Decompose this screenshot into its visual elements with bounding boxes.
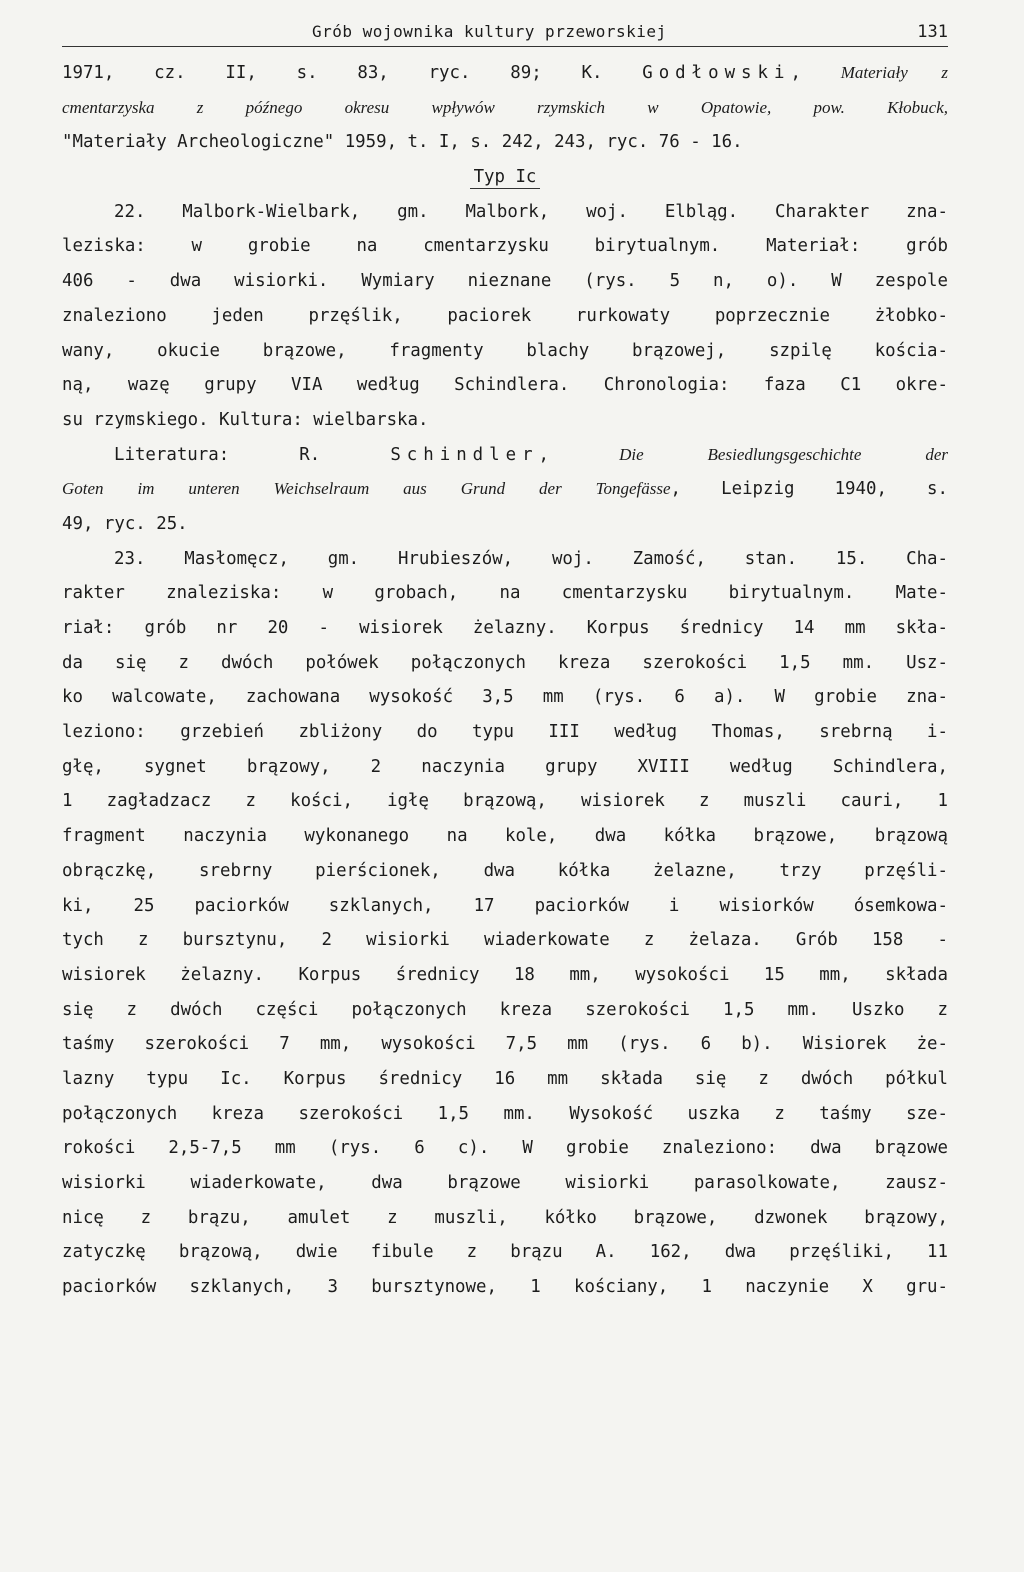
text-line — [62, 472, 948, 507]
text-span: Literatura: R. — [114, 444, 391, 465]
text-line: da się z dwóch połówek połączonych kreza szerokości 1,5 mm. Usz- — [62, 652, 948, 673]
text-line: 1 zagładzacz z kości, igłę brązową, wisiorek z muszli cauri, 1 — [62, 791, 948, 812]
body-text — [62, 56, 948, 1305]
running-title: Grób wojownika kultury przeworskiej — [312, 22, 667, 41]
text-line: wany, okucie brązowe, fragmenty blachy brązowej, szpilę kościa- — [62, 340, 948, 361]
text-line: "Materiały Archeologiczne" 1959, t. I, s. 242, 243, ryc. 76 - 16. — [62, 132, 743, 153]
text-span: , Leipzig 1940, s. — [670, 479, 948, 500]
text-line — [62, 56, 948, 91]
text-line: leziono: grzebień zbliżony do typu III według Thomas, srebrną i- — [62, 722, 948, 743]
author-name: Godłowski — [642, 63, 791, 83]
entry-start: 22. Malbork-Wielbark, gm. Malbork, woj. Elbląg. Charakter zna- — [114, 201, 948, 222]
italic-title: Goten im unteren Weichselraum aus Grund der Tongefässe — [62, 479, 671, 499]
text-line: wisiorek żelazny. Korpus średnicy 18 mm, wysokości 15 mm, składa — [62, 964, 948, 985]
italic-title: Die Besiedlungsgeschichte der — [619, 444, 948, 464]
text-line: ki, 25 paciorków szklanych, 17 paciorków i wisiorków ósemkowa- — [62, 895, 948, 916]
text-line: zatyczkę brązową, dwie fibule z brązu A. 162, dwa przęśliki, 11 — [62, 1242, 948, 1263]
text-line: paciorków szklanych, 3 bursztynowe, 1 kościany, 1 naczynie X gru- — [62, 1277, 948, 1298]
text-line-italic: cmentarzyska z późnego okresu wpływów rzymskich w Opatowie, pow. Kłobuck, — [62, 97, 948, 117]
text-line: głę, sygnet brązowy, 2 naczynia grupy XVIII według Schindlera, — [62, 756, 948, 777]
page-number: 131 — [917, 22, 948, 42]
text-line: połączonych kreza szerokości 1,5 mm. Wysokość uszka z taśmy sze- — [62, 1103, 948, 1124]
text-line: tych z bursztynu, 2 wisiorki wiaderkowate z żelaza. Grób 158 - — [62, 930, 948, 951]
text-line: rokości 2,5-7,5 mm (rys. 6 c). W grobie znaleziono: dwa brązowe — [62, 1138, 948, 1159]
text-span: 1971, cz. II, s. 83, ryc. 89; K. — [62, 63, 643, 83]
text-line: su rzymskiego. Kultura: wielbarska. — [62, 409, 429, 430]
section-heading — [62, 160, 948, 195]
text-line: ną, wazę grupy VIA według Schindlera. Chronologia: faza C1 okre- — [62, 375, 948, 396]
text-line: fragment naczynia wykonanego na kole, dwa kółka brązowe, brązową — [62, 826, 948, 847]
literature-line — [62, 438, 948, 473]
text-line: obrączkę, srebrny pierścionek, dwa kółka żelazne, trzy przęśli- — [62, 860, 948, 881]
text-line: leziska: w grobie na cmentarzysku birytualnym. Materiał: grób — [62, 236, 948, 257]
text-line: riał: grób nr 20 - wisiorek żelazny. Korpus średnicy 14 mm skła- — [62, 618, 948, 638]
text-span: , — [538, 444, 620, 465]
text-line: rakter znaleziska: w grobach, na cmentarzysku birytualnym. Mate- — [62, 583, 948, 604]
author-name: Schindler — [390, 444, 539, 465]
text-line: taśmy szerokości 7 mm, wysokości 7,5 mm (rys. 6 b). Wisiorek że- — [62, 1034, 948, 1055]
text-line: 406 - dwa wisiorki. Wymiary nieznane (rys. 5 n, o). W zespole — [62, 271, 948, 292]
text-line: wisiorki wiaderkowate, dwa brązowe wisiorki parasolkowate, zausz- — [62, 1173, 948, 1193]
text-line: się z dwóch części połączonych kreza szerokości 1,5 mm. Uszko z — [62, 999, 948, 1020]
italic-title: Materiały z — [840, 63, 948, 82]
running-header — [62, 18, 948, 48]
header-rule — [62, 46, 948, 47]
text-line: lazny typu Ic. Korpus średnicy 16 mm składa się z dwóch półkul — [62, 1068, 948, 1089]
text-line: ko walcowate, zachowana wysokość 3,5 mm (rys. 6 a). W grobie zna- — [62, 687, 948, 708]
entry-start: 23. Masłomęcz, gm. Hrubieszów, woj. Zamość, stan. 15. Cha- — [114, 548, 948, 569]
text-line: 49, ryc. 25. — [62, 513, 188, 534]
text-span: , — [790, 63, 841, 83]
text-line: znaleziono jeden przęślik, paciorek rurkowaty poprzecznie żłobko- — [62, 305, 948, 326]
text-line: nicę z brązu, amulet z muszli, kółko brązowe, dzwonek brązowy, — [62, 1207, 948, 1228]
section-heading-text: Typ Ic — [470, 166, 541, 189]
